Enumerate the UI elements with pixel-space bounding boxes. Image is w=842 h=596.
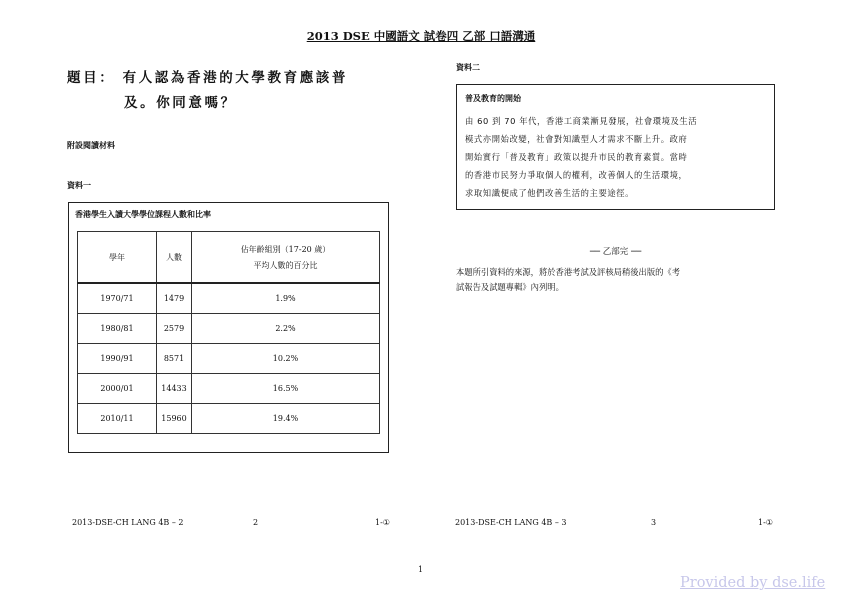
source-note-line-1: 本題所引資料的來源，將於香港考試及評核局稍後出版的《考 bbox=[456, 267, 681, 277]
material-1-label: 資料一 bbox=[67, 181, 91, 190]
header-percent-line-2: 平均人數的百分比 bbox=[253, 260, 318, 270]
box-title: 普及教育的開始 bbox=[465, 94, 521, 103]
table-row bbox=[78, 283, 380, 314]
cell-year: 1980/81 bbox=[78, 314, 157, 344]
cell-percent: 1.9% bbox=[192, 283, 380, 314]
enrolment-table bbox=[77, 231, 380, 434]
header-percent-line-1: 佔年齡組別（17-20 歲） bbox=[240, 244, 331, 254]
table-row bbox=[78, 314, 380, 344]
cell-percent: 10.2% bbox=[192, 344, 380, 374]
cell-percent: 16.5% bbox=[192, 374, 380, 404]
cell-count: 1479 bbox=[157, 283, 192, 314]
left-footer-page: 2 bbox=[253, 518, 259, 527]
cell-count: 15960 bbox=[157, 404, 192, 434]
cell-count: 2579 bbox=[157, 314, 192, 344]
cell-percent: 2.2% bbox=[192, 314, 380, 344]
material-1-box bbox=[68, 202, 389, 453]
question-line-2: 及。你同意嗎？ bbox=[124, 95, 237, 111]
left-footer-mark: 1-① bbox=[375, 518, 390, 527]
table-title: 香港學生入讀大學學位課程人數和比率 bbox=[75, 210, 211, 219]
right-footer-code: 2013-DSE-CH LANG 4B – 3 bbox=[455, 518, 567, 527]
watermark-link[interactable]: Provided by dse.life bbox=[680, 575, 826, 591]
right-footer-page: 3 bbox=[651, 518, 657, 527]
cell-count: 8571 bbox=[157, 344, 192, 374]
right-footer-mark: 1-① bbox=[758, 518, 773, 527]
section-end-marker: ── 乙部完 ── bbox=[589, 247, 642, 257]
material-2-label: 資料二 bbox=[456, 63, 480, 72]
cell-year: 2010/11 bbox=[78, 404, 157, 434]
cell-year: 2000/01 bbox=[78, 374, 157, 404]
cell-percent: 19.4% bbox=[192, 404, 380, 434]
paper-title: 2013 DSE 中國語文 試卷四 乙部 口語溝通 bbox=[306, 29, 536, 43]
cell-year: 1970/71 bbox=[78, 283, 157, 314]
header-year: 學年 bbox=[78, 232, 157, 284]
table-row bbox=[78, 404, 380, 434]
box-text-line: 模式亦開始改變，社會對知識型人才需求不斷上升。政府 bbox=[465, 134, 688, 144]
box-text-line: 由 60 到 70 年代，香港工商業漸見發展，社會環境及生活 bbox=[465, 116, 698, 126]
header-percent bbox=[192, 232, 380, 284]
cell-year: 1990/91 bbox=[78, 344, 157, 374]
bottom-page-number: 1 bbox=[418, 565, 424, 574]
table-row bbox=[78, 374, 380, 404]
question-line-1: 題目： 有人認為香港的大學教育應該普 bbox=[67, 70, 348, 86]
table-row bbox=[78, 344, 380, 374]
table-header-row bbox=[78, 232, 380, 284]
reading-material-heading: 附設閱讀材料 bbox=[67, 141, 115, 150]
header-count: 人數 bbox=[157, 232, 192, 284]
left-footer-code: 2013-DSE-CH LANG 4B – 2 bbox=[72, 518, 184, 527]
source-note-line-2: 試報告及試題專輯》內列明。 bbox=[456, 282, 564, 292]
material-2-box bbox=[456, 84, 775, 210]
box-text-line: 的香港市民努力爭取個人的權利，改善個人的生活環境， bbox=[465, 170, 688, 180]
box-text-line: 求取知識便成了他們改善生活的主要途徑。 bbox=[465, 188, 635, 198]
box-text-line: 開始實行「普及教育」政策以提升市民的教育素質。當時 bbox=[465, 152, 688, 162]
cell-count: 14433 bbox=[157, 374, 192, 404]
